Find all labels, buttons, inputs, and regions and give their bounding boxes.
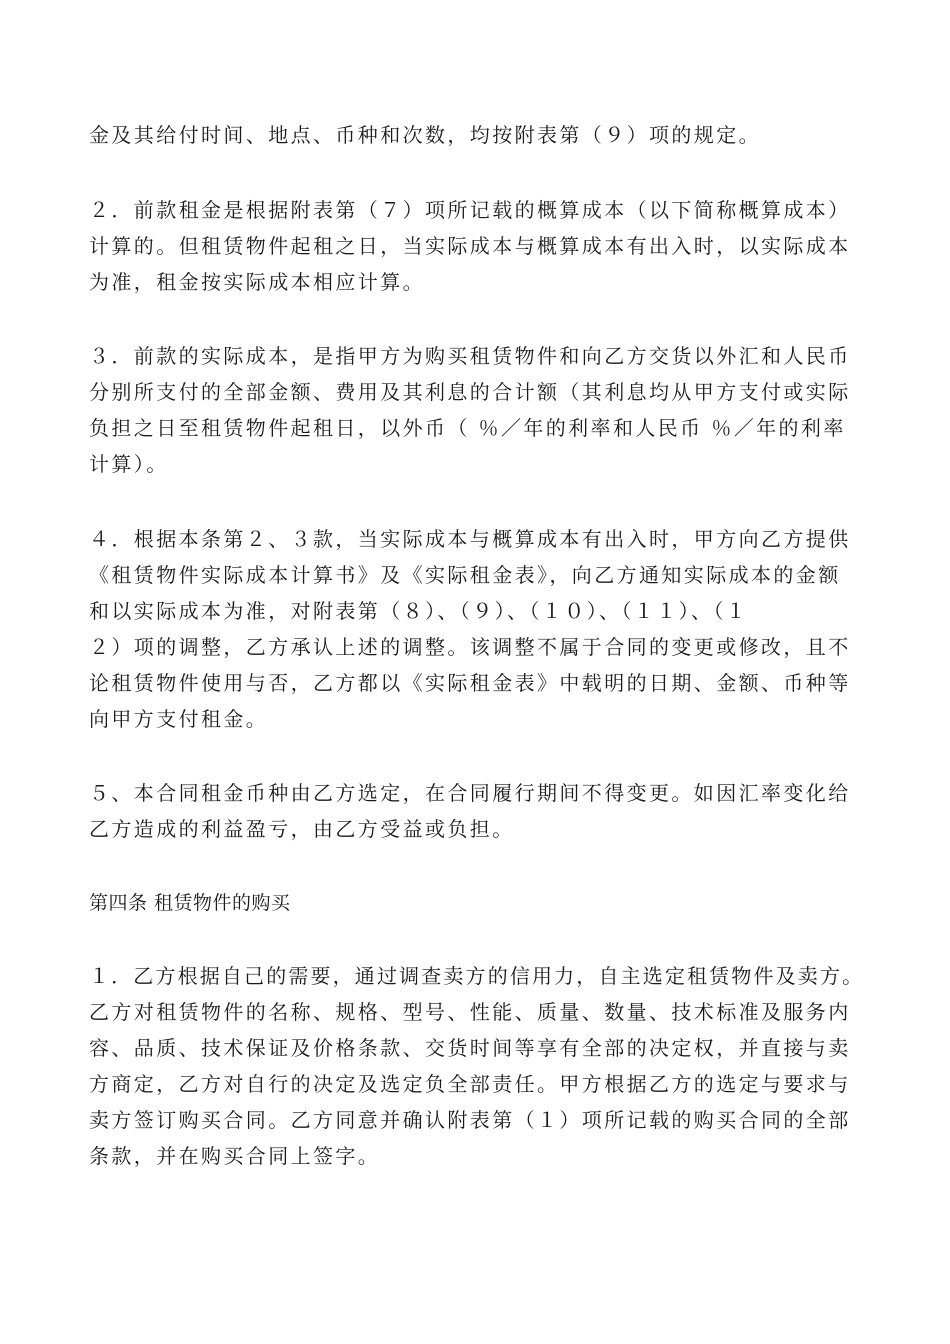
paragraph-clause-4 [89, 521, 869, 737]
text-line: 方商定，乙方对自行的决定及选定负全部责任。甲方根据乙方的选定与要求与 [89, 1072, 851, 1096]
text-line: 卖方签订购买合同。乙方同意并确认附表第（１）项所记载的购买合同的全部 [89, 1108, 851, 1132]
text-line: 计算）。 [89, 452, 169, 476]
text-line: １．乙方根据自己的需要，通过调查卖方的信用力，自主选定租赁物件及卖方。 [89, 964, 865, 988]
text-line: 乙方对租赁物件的名称、规格、型号、性能、质量、数量、技术标准及服务内 [89, 1000, 851, 1024]
paragraph-article-4-clause-1 [89, 958, 869, 1174]
text-line: 条款，并在购买合同上签字。 [89, 1144, 381, 1168]
text-line: ２）项的调整，乙方承认上述的调整。该调整不属于合同的变更或修改，且不 [89, 635, 851, 659]
section-heading-article-4 [89, 885, 869, 921]
paragraph-clause-5 [89, 775, 869, 847]
text-line: 计算的。但租赁物件起租之日，当实际成本与概算成本有出入时，以实际成本 [89, 234, 851, 258]
text-line: 金及其给付时间、地点、币种和次数，均按附表第（９）项的规定。 [89, 123, 761, 147]
text-line: 乙方造成的利益盈亏，由乙方受益或负担。 [89, 817, 515, 841]
text-line: ５、本合同租金币种由乙方选定，在合同履行期间不得变更。如因汇率变化给 [89, 781, 851, 805]
text-line: 容、品质、技术保证及价格条款、交货时间等享有全部的决定权，并直接与卖 [89, 1036, 851, 1060]
paragraph-clause-3 [89, 338, 869, 482]
text-line: ４．根据本条第２、３款，当实际成本与概算成本有出入时，甲方向乙方提供 [89, 527, 851, 551]
article-title: 第四条 租赁物件的购买 [89, 892, 291, 914]
paragraph-clause-2 [89, 192, 869, 300]
text-line: 《租赁物件实际成本计算书》及《实际租金表》，向乙方通知实际成本的金额 [89, 563, 841, 587]
text-line: 负担之日至租赁物件起租日，以外币（ ％／年的利率和人民币 ％／年的利率 [89, 416, 846, 440]
text-line: 向甲方支付租金。 [89, 707, 269, 731]
text-line: ２．前款租金是根据附表第（７）项所记载的概算成本（以下简称概算成本） [89, 198, 851, 222]
text-line: 为准，租金按实际成本相应计算。 [89, 270, 425, 294]
text-line: ３．前款的实际成本，是指甲方为购买租赁物件和向乙方交货以外汇和人民币 [89, 344, 851, 368]
text-line: 分别所支付的全部金额、费用及其利息的合计额（其利息均从甲方支付或实际 [89, 380, 851, 404]
text-line: 论租赁物件使用与否，乙方都以《实际租金表》中载明的日期、金额、币种等 [89, 671, 851, 695]
paragraph-rent-payment-terms [89, 117, 869, 153]
text-line: 和以实际成本为准，对附表第（８）、（９）、（１０）、（１１）、（１ [89, 599, 749, 623]
